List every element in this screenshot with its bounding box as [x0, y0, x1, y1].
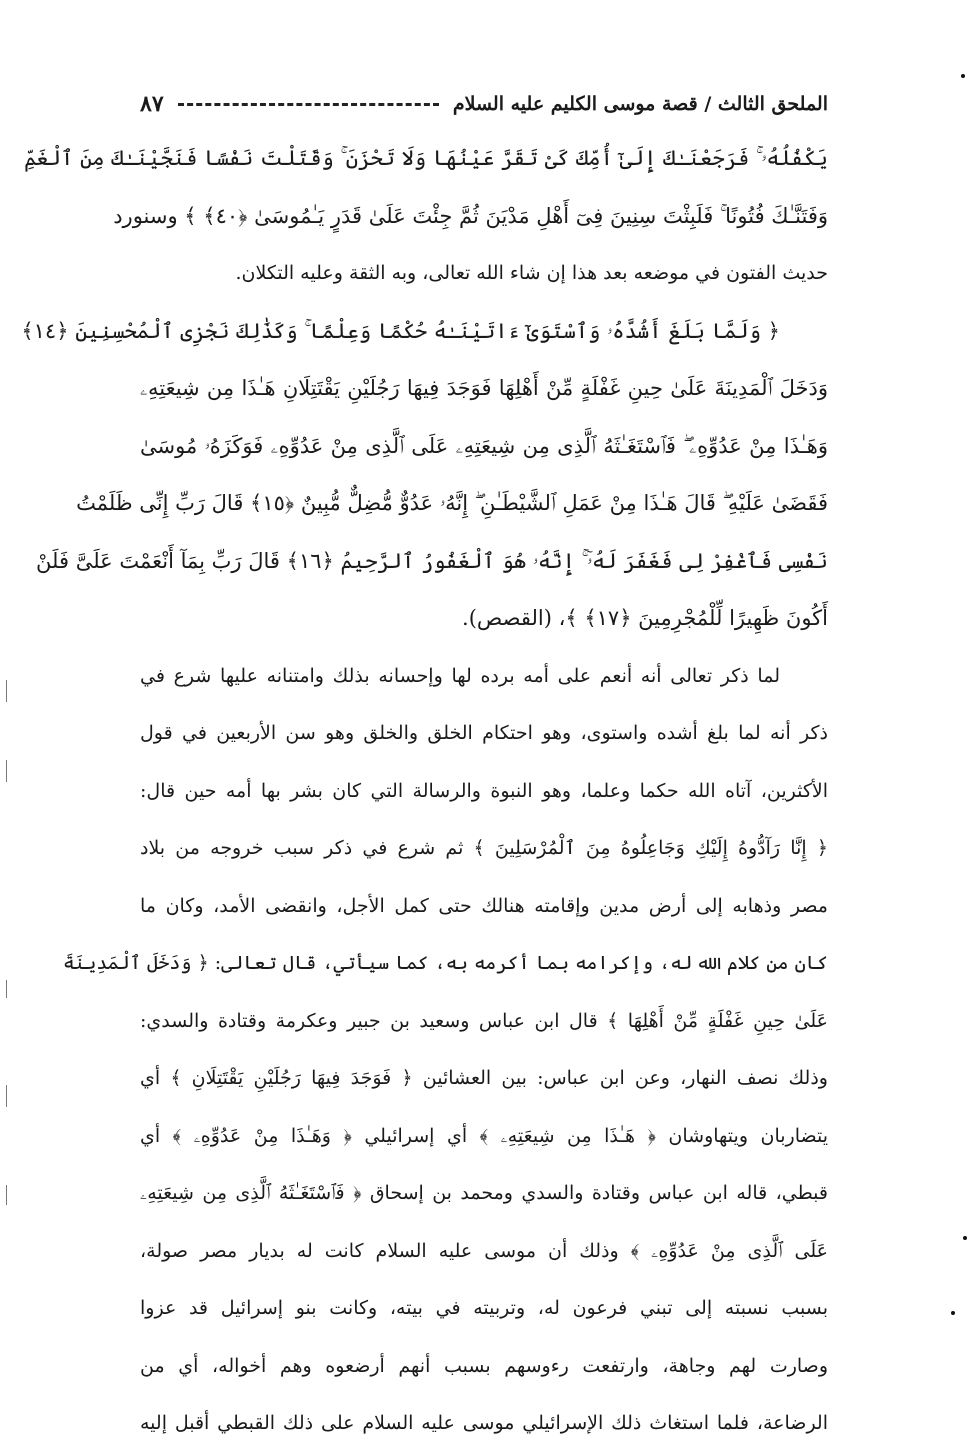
header-dash-rule [178, 103, 439, 106]
quran-text-line: فَقَضَىٰ عَلَيْهِ ۖ قَالَ هَـٰذَا مِنْ عَمَلِ ٱلشَّيْطَـٰنِ ۖ إِنَّهُۥ عَدُوٌّ مُّضِلٌّ مُّبِينٌ ﴿١٥﴾ قَالَ رَبِّ إِنِّى ظَلَمْتُ [76, 491, 828, 515]
text-line: قبطي، قاله ابن عباس وقتادة والسدي ومحمد بن إسحاق ﴿ فَٱسْتَغَـٰثَهُ ٱلَّذِى مِن شِيعَتِهِۦ [140, 1182, 828, 1204]
text-line: الرضاعة، فلما استغاث ذلك الإسرائيلي موسى عليه السلام على ذلك القبطي أقبل إليه [140, 1412, 828, 1434]
text-line: لما ذكر تعالى أنه أنعم على أمه برده لها وإحسانه بذلك وامتنانه عليها شرع في [140, 664, 780, 687]
scan-speck [961, 74, 965, 78]
quran-text-line: وَفَتَنَّـٰكَ فُتُونًا ۚ فَلَبِثْتَ سِنِينَ فِىٓ أَهْلِ مَدْيَنَ ثُمَّ جِئْتَ عَلَىٰ قَدَرٍ يَـٰمُوسَىٰ ﴿٤٠﴾ ﴾ وسنورد [113, 203, 828, 228]
quran-text-line: وَدَخَلَ ٱلْمَدِينَةَ عَلَىٰ حِينِ غَفْلَةٍ مِّنْ أَهْلِهَا فَوَجَدَ فِيهَا رَجُلَيْنِ يَقْتَتِلَانِ هَـٰذَا مِن شِيعَتِهِۦ [140, 376, 828, 400]
quran-text-line: ﴿ وَلَمَّا بَلَغَ أَشُدَّهُۥ وَٱسْتَوَىٰٓ ءَاتَيْنَـٰهُ حُكْمًا وَعِلْمًا ۚ وَكَذَٰلِكَ نَجْزِى ٱلْمُحْسِنِينَ ﴿١٤﴾ [21, 318, 780, 343]
scan-edge-mark [6, 680, 7, 702]
body-text [21, 130, 828, 1434]
quran-text-line: يَكْفُلُهُۥ ۚ فَرَجَعْنَـٰكَ إِلَىٰٓ أُمِّكَ كَىْ تَقَرَّ عَيْنُهَا وَلَا تَحْزَنَ ۚ وَقَتَلْتَ نَفْسًا فَنَجَّيْنَـٰكَ مِنَ ٱلْغَمِّ [24, 146, 828, 170]
scan-edge-mark [6, 1085, 7, 1107]
text-line: مصر وذهابه إلى أرض مدين وإقامته هنالك حتى كمل الأجل، وانقضى الأمد، وكان ما [140, 894, 828, 917]
quran-text-line: أَكُونَ ظَهِيرًا لِّلْمُجْرِمِينَ ﴿١٧﴾ ﴾، (القصص). [462, 606, 828, 630]
text-line: عَلَىٰ حِينِ غَفْلَةٍ مِّنْ أَهْلِهَا ﴾ قال ابن عباس وسعيد بن جبير وعكرمة وقتادة والسدي: [140, 1009, 828, 1032]
scan-speck [951, 1311, 955, 1315]
text-line: وذلك نصف النهار، وعن ابن عباس: بين العشائين ﴿ فَوَجَدَ فِيهَا رَجُلَيْنِ يَقْتَتِلَانِ ﴾ أي [140, 1067, 828, 1089]
quran-text-line: نَفْسِى فَٱغْفِرْ لِى فَغَفَرَ لَهُۥٓ ۚ إِنَّهُۥ هُوَ ٱلْغَفُورُ ٱلرَّحِيمُ ﴿١٦﴾ قَالَ رَبِّ بِمَآ أَنْعَمْتَ عَلَىَّ فَلَنْ [36, 548, 828, 573]
scan-speck [963, 1236, 967, 1240]
page-number: ٨٧ [140, 91, 164, 117]
text-line: ذكر أنه لما بلغ أشده واستوى، وهو احتكام الخلق والخلق وهو سن الأربعين في قول [140, 722, 828, 744]
text-line: حديث الفتون في موضعه بعد هذا إن شاء الله تعالى، وبه الثقة وعليه التكلان. [235, 262, 828, 284]
scan-edge-mark [6, 760, 7, 782]
text-line: كان من كلام الله له، وإكرامه بما أكرمه به، كما سيأتي، قال تعالى: ﴿ وَدَخَلَ ٱلْمَدِينَةَ [63, 952, 828, 974]
text-line: وصارت لهم وجاهة، وارتفعت رءوسهم بسبب أنهم أرضعوه وهم أخواله، أي من [140, 1354, 828, 1377]
scan-edge-mark [6, 980, 7, 998]
text-line: عَلَى ٱلَّذِى مِنْ عَدُوِّهِۦ ﴾ وذلك أن موسى عليه السلام كانت له بديار مصر صولة، [140, 1239, 828, 1262]
quran-text-line: وَهَـٰذَا مِنْ عَدُوِّهِۦ ۖ فَٱسْتَغَـٰثَهُ ٱلَّذِى مِن شِيعَتِهِۦ عَلَى ٱلَّذِى مِنْ عَدُوِّهِۦ فَوَكَزَهُۥ مُوسَىٰ [140, 433, 828, 458]
running-header [140, 84, 828, 124]
header-title: الملحق الثالث / قصة موسى الكليم عليه السلام [452, 93, 828, 115]
text-line: ﴿ إِنَّا رَآدُّوهُ إِلَيْكِ وَجَاعِلُوهُ مِنَ ٱلْمُرْسَلِينَ ﴾ ثم شرع في ذكر سبب خروجه من بلاد [140, 837, 828, 859]
text-line: يتضاربان ويتهاوشان ﴿ هَـٰذَا مِن شِيعَتِهِۦ ﴾ أي إسرائيلي ﴿ وَهَـٰذَا مِنْ عَدُوِّهِۦ ﴾ أي [140, 1124, 828, 1147]
text-line: بسبب نسبته إلى تبني فرعون له، وتربيته في بيته، وكانت بنو إسرائيل قد عزوا [140, 1297, 828, 1319]
text-line: الأكثرين، آتاه الله حكما وعلما، وهو النبوة والرسالة التي كان بشر بها أمه حين قال: [140, 779, 828, 802]
scan-edge-mark [6, 1185, 7, 1205]
